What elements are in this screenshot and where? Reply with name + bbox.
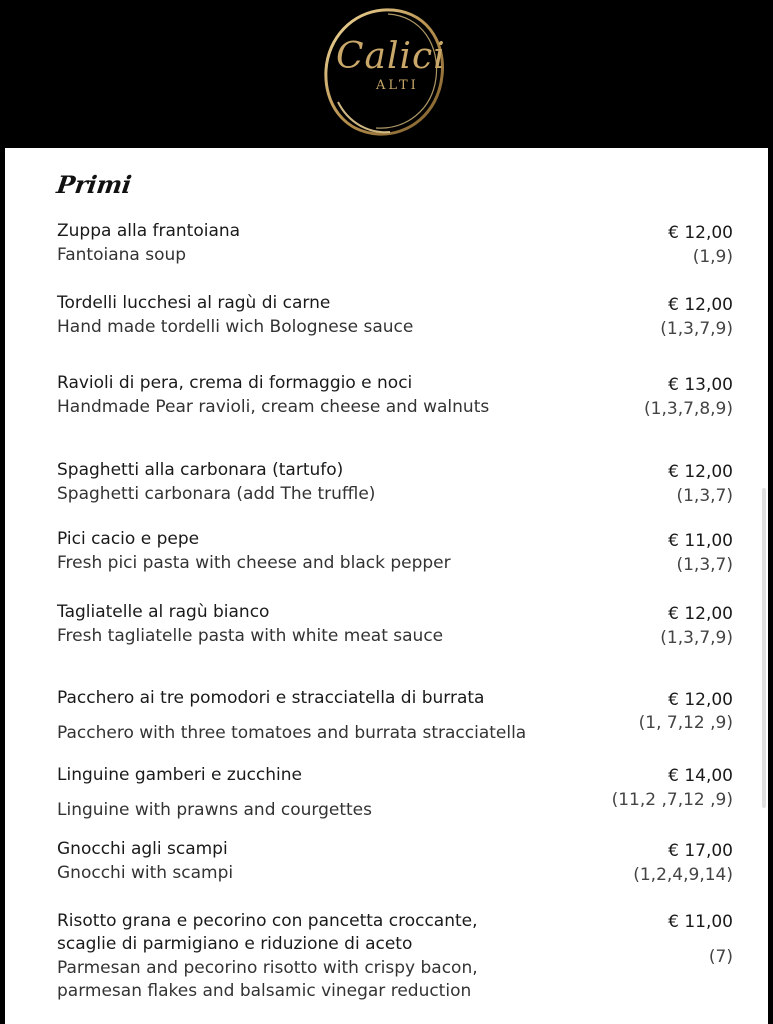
- item-description: Parmesan and pecorino risotto with crispy bacon,: [57, 958, 478, 978]
- menu-item: [57, 838, 733, 888]
- item-price: € 12,00: [668, 604, 733, 624]
- item-name: Zuppa alla frantoiana: [57, 221, 241, 241]
- item-description: Spaghetti carbonara (add The truffle): [57, 484, 376, 504]
- item-allergens: (1,3,7): [676, 555, 733, 575]
- item-name: Pici cacio e pepe: [57, 529, 200, 549]
- item-price: € 12,00: [668, 462, 733, 482]
- brand-name: Calici: [336, 36, 446, 77]
- item-name: Risotto grana e pecorino con pancetta croccante,: [57, 911, 478, 931]
- item-description: Fresh pici pasta with cheese and black pepper: [57, 553, 451, 573]
- item-name: Linguine gamberi e zucchine: [57, 765, 303, 785]
- header-bar: [0, 0, 773, 148]
- item-allergens: (11,2 ,7,12 ,9): [611, 790, 733, 810]
- section-title: Primi: [54, 170, 134, 199]
- item-name: Spaghetti alla carbonara (tartufo): [57, 460, 344, 480]
- menu-item: [57, 292, 733, 342]
- menu-item: [57, 910, 733, 1010]
- item-price: € 11,00: [668, 531, 733, 551]
- item-allergens: (1,3,7,9): [660, 628, 733, 648]
- item-allergens: (1,9): [692, 247, 733, 267]
- item-allergens: (1,3,7): [676, 486, 733, 506]
- item-name: Paccherο ai tre pomodori e stracciatella di burrata: [57, 688, 485, 708]
- item-description: Linguine with prawns and courgettes: [57, 800, 372, 820]
- item-price: € 12,00: [668, 295, 733, 315]
- item-description: Fresh tagliatelle pasta with white meat sauce: [57, 626, 444, 646]
- brand-subtitle: ALTI: [376, 78, 419, 93]
- item-allergens: (1,3,7,8,9): [644, 399, 733, 419]
- item-allergens: (7): [708, 947, 733, 967]
- item-name-line2: scaglie di parmigiano e riduzione di aceto: [57, 934, 413, 954]
- menu-item: [57, 220, 733, 270]
- menu-item: [57, 601, 733, 651]
- item-name: Gnocchi agli scampi: [57, 839, 228, 859]
- item-description: Pacchero with three tomatoes and burrata stracciatella: [57, 723, 527, 743]
- item-price: € 17,00: [668, 841, 733, 861]
- menu-item: [57, 372, 733, 422]
- item-name: Tordelli lucchesi al ragù di carne: [57, 293, 331, 313]
- item-price: € 12,00: [668, 223, 733, 243]
- menu-item: [57, 687, 733, 747]
- item-allergens: (1,3,7,9): [660, 319, 733, 339]
- item-name: Tagliatelle al ragù bianco: [57, 602, 270, 622]
- item-allergens: (1,2,4,9,14): [633, 865, 733, 885]
- brand-logo: [318, 2, 450, 142]
- item-price: € 13,00: [668, 375, 733, 395]
- item-name: Ravioli di pera, crema di formaggio e noci: [57, 373, 413, 393]
- menu-item: [57, 459, 733, 509]
- item-description: Hand made tordelli wich Bolognese sauce: [57, 317, 414, 337]
- item-description-line2: parmesan flakes and balsamic vinegar reduction: [57, 981, 472, 1001]
- item-price: € 11,00: [668, 912, 733, 932]
- item-description: Fantoiana soup: [57, 245, 187, 265]
- menu-item: [57, 764, 733, 824]
- menu-page: [5, 148, 768, 1024]
- item-price: € 14,00: [668, 766, 733, 786]
- item-allergens: (1, 7,12 ,9): [638, 713, 733, 733]
- item-description: Gnocchi with scampi: [57, 863, 234, 883]
- item-price: € 12,00: [668, 690, 733, 710]
- scrollbar[interactable]: [762, 488, 766, 808]
- menu-item: [57, 528, 733, 578]
- item-description: Handmade Pear ravioli, cream cheese and walnuts: [57, 397, 490, 417]
